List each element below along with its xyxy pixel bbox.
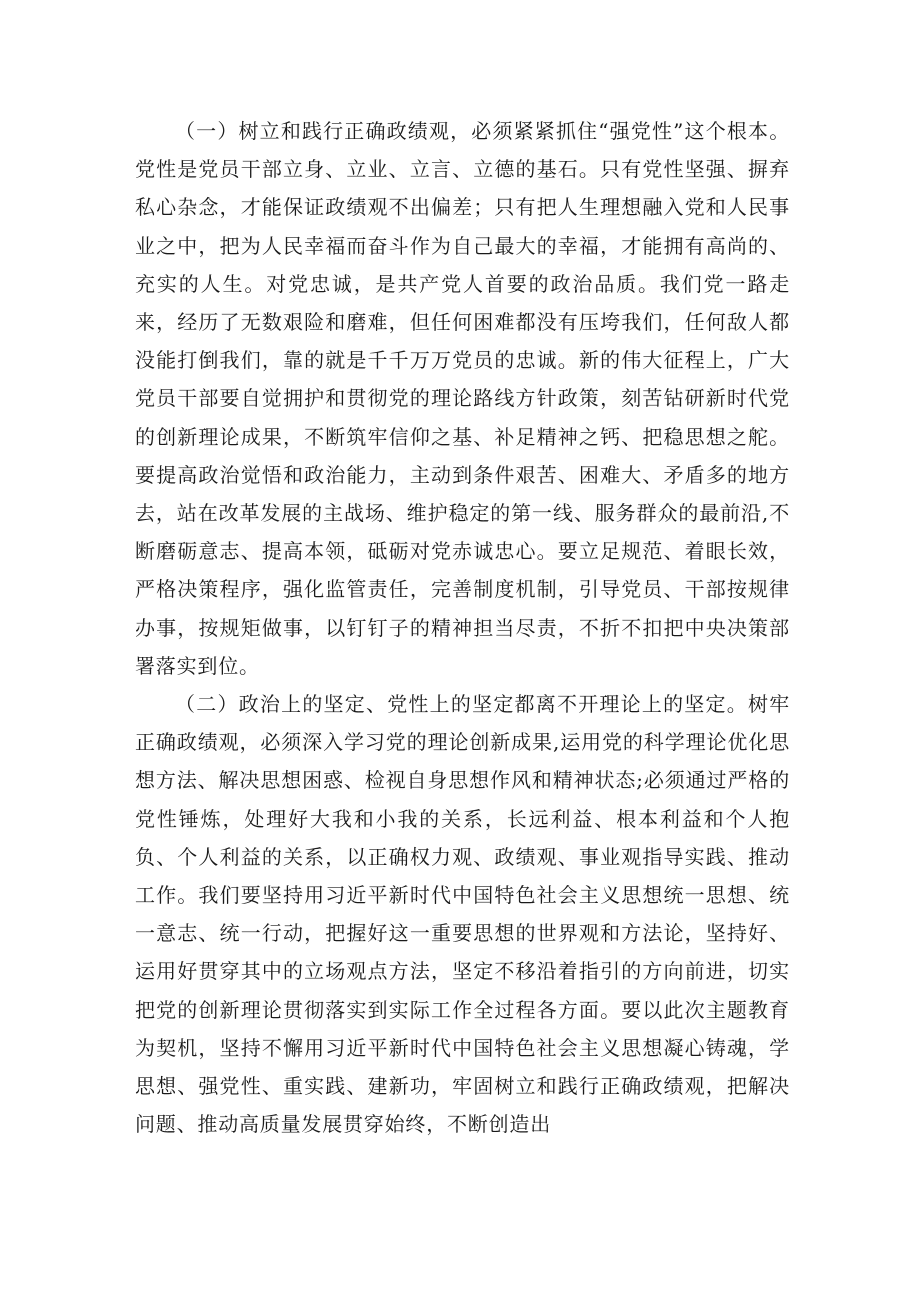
paragraph-1: （一）树立和践行正确政绩观，必须紧紧抓住“强党性”这个根本。党性是党员干部立身、立业、立言、立德的基石。只有党性坚强、摒弃私心杂念，才能保证政绩观不出偏差；只有把人生理想融入党和人民事业之中，把为人民幸福而奋斗作为自己最大的幸福，才能拥有高尚的、充实的人生。对党忠诚，是共产党人首要的政治品质。我们党一路走来，经历了无数艰险和磨难，但任何困难都没有压垮我们，任何敌人都没能打倒我们，靠的就是千千万万党员的忠诚。新的伟大征程上，广大党员干部要自觉拥护和贯彻党的理论路线方针政策，刻苦钻研新时代党的创新理论成果，不断筑牢信仰之基、补足精神之钙、把稳思想之舵。要提高政治觉悟和政治能力，主动到条件艰苦、困难大、矛盾多的地方去，站在改革发展的主战场、维护稳定的第一线、服务群众的最前沿,不断磨砺意志、提高本领，砥砺对党赤诚忠心。要立足规范、着眼长效，严格决策程序，强化监管责任，完善制度机制，引导党员、干部按规律办事，按规矩做事，以钉钉子的精神担当尽责，不折不扣把中央决策部署落实到位。 bbox=[135, 119, 790, 678]
document-body bbox=[135, 112, 790, 1143]
paragraph-2: （二）政治上的坚定、党性上的坚定都离不开理论上的坚定。树牢正确政绩观，必须深入学习党的理论创新成果,运用党的科学理论优化思想方法、解决思想困惑、检视自身思想作风和精神状态;必须通过严格的党性锤炼，处理好大我和小我的关系，长远利益、根本利益和个人抱负、个人利益的关系，以正确权力观、政绩观、事业观指导实践、推动工作。我们要坚持用习近平新时代中国特色社会主义思想统一思想、统一意志、统一行动，把握好这一重要思想的世界观和方法论，坚持好、运用好贯穿其中的立场观点方法，坚定不移沿着指引的方向前进，切实把党的创新理论贯彻落实到实际工作全过程各方面。要以此次主题教育为契机，坚持不懈用习近平新时代中国特色社会主义思想凝心铸魂，学思想、强党性、重实践、建新功，牢固树立和践行正确政绩观，把解决问题、推动高质量发展贯穿始终，不断创造出 bbox=[135, 692, 790, 1137]
